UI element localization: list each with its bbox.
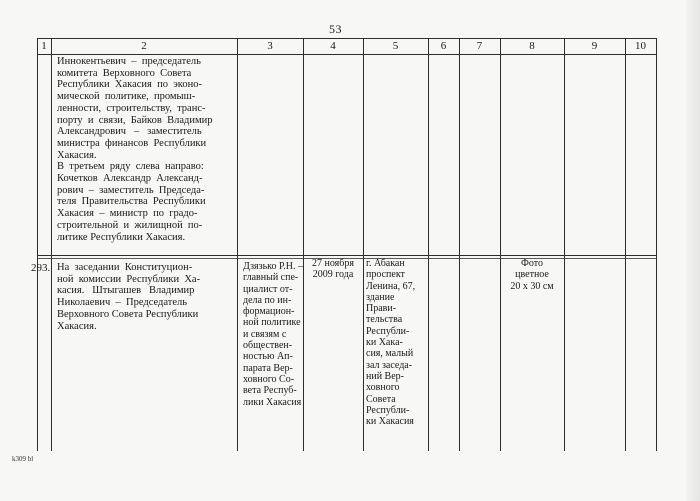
continued-description: Иннокентьевич – председатель комитета Верховного Совета Республики Хакасия по эконо- мической политике, промыш- ленности, строительству, транс- порту и связи, Байков Владимир Александрович – заместитель министра финансов Республики Хакасия. В третьем ряду слева направо: Кочетков Александр Александ- рович – заместитель Председа- теля Правительства Республики Хакасия – министр по градо- строительной и жилищной по- литике Республики Хакасия. [57,56,213,243]
column-border [625,38,626,451]
column-border [564,38,565,451]
column-border [51,38,52,451]
row-date: 27 ноября 2009 года [312,258,354,281]
column-border [656,38,657,451]
header-col-7: 7 [476,40,483,52]
footer-code: k309 bl [12,455,34,463]
row-number: 293. [31,262,51,274]
header-col-9: 9 [591,40,598,52]
header-col-6: 6 [440,40,447,52]
column-border [237,38,238,451]
header-col-10: 10 [635,40,646,52]
column-border [37,38,38,451]
header-col-1: 1 [41,40,47,52]
column-border [363,38,364,451]
page-number: 53 [329,22,342,36]
header-col-2: 2 [141,40,147,52]
column-border [500,38,501,451]
row-place: г. Абакан проспект Ленина, 67, здание Прави- тельства Республи- ки Хака- сия, малый зал заседа- ний Вер- ховного Совета Республи- ки Хакасия [366,258,416,428]
column-border [459,38,460,451]
row-description: На заседании Конституцион- ной комиссии Республики Ха- касия. Штыгашев Владимир Николаевич – Председатель Верховного Совета Республики Хакасия. [57,262,201,332]
header-col-4: 4 [330,40,336,52]
column-border [303,38,304,451]
header-col-3: 3 [267,40,273,52]
page-edge-shadow [686,0,700,501]
row-author: Дзязько Р.Н. – главный спе- циалист от- дела по ин- формацион- ной политике и связям с обществен- ностью Ап- парата Вер- ховного Со- вета Респуб- лики Хакасия [243,261,304,408]
header-col-5: 5 [392,40,399,52]
row-format: Фото цветное 20 х 30 см [510,258,554,292]
header-col-8: 8 [529,40,535,52]
column-border [428,38,429,451]
